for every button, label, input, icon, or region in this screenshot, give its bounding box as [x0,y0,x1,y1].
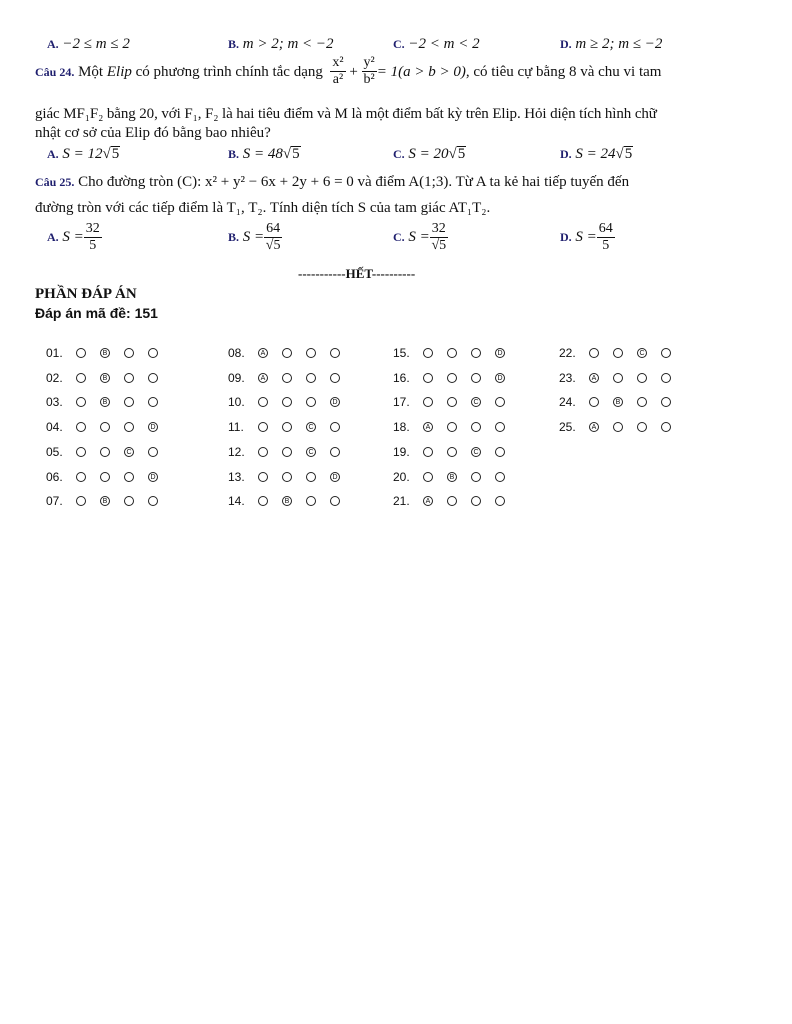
answer-bubble [124,422,134,432]
answer-bubble: D [495,373,505,383]
answer-number: 14. [228,494,245,509]
q24-line1: Câu 24. Một Elip có phương trình chính tắc dạng $\frac{\text{x²}}{\text{a²}}$ + $\frac{\text{y²}}{\text{b²}}$ = 1(a > b > 0) , có tiêu cự bằng 8 và chu vi tam [35,55,662,87]
answer-bubble: B [447,472,457,482]
answer-bubble [589,397,599,407]
answer-bubble [330,447,340,457]
answer-bubble [124,397,134,407]
answer-bubble [76,348,86,358]
answer-bubble [76,373,86,383]
answer-bubble [447,447,457,457]
fraction-x: $\frac{\text{x²}}{\text{a²}}$ [332,55,344,87]
answer-row [46,470,158,484]
answer-bubble [282,348,292,358]
answer-bubble: A [258,373,268,383]
s-eq: S = [62,229,84,245]
answer-row [393,470,505,484]
answer-row [559,395,671,409]
answer-bubble [258,422,268,432]
answer-bubble [258,496,268,506]
answer-number: 05. [46,444,63,459]
answer-number: 18. [393,420,410,435]
answer-bubble: C [471,397,481,407]
question-label: Câu 24. [35,64,75,79]
option-text: S = 48 [242,146,283,162]
answer-number: 15. [393,346,410,360]
option-letter: D. [560,37,572,51]
option-text: S = 12 [62,146,103,162]
radicand: 5 [624,146,633,162]
answer-row [393,395,505,409]
answer-bubble: C [306,447,316,457]
answer-bubble: A [423,496,433,506]
q25-option-b [228,222,282,253]
answer-bubble [76,496,86,506]
answer-bubble: D [330,397,340,407]
answer-bubble [423,397,433,407]
answer-number: 22. [559,346,576,360]
code-title: Đáp án mã đề: 151 [35,305,158,321]
answer-bubble [661,348,671,358]
answer-bubble [330,348,340,358]
option-text: m ≥ 2; m ≤ −2 [575,36,663,52]
answer-bubble [124,472,134,482]
answer-bubble [495,422,505,432]
option-letter: B. [228,147,240,161]
answer-bubble [100,447,110,457]
answer-bubble: A [589,373,599,383]
answer-bubble: B [282,496,292,506]
answer-bubble: C [637,348,647,358]
answer-number: 09. [228,370,245,385]
q24-text-c: , có tiêu cự bằng 8 và chu vi tam [465,63,662,80]
option-fraction: $\frac{64}{√5}$ [265,221,281,253]
answer-row [559,420,671,434]
answer-bubble [124,373,134,383]
option-text: m > 2; m < −2 [242,36,334,52]
answer-number: 13. [228,469,245,484]
option-letter: B. [228,37,240,51]
answer-bubble [124,348,134,358]
answer-number: 04. [46,420,63,435]
answer-row [393,445,505,459]
q25-option-d [560,222,615,253]
answer-bubble [282,472,292,482]
answer-row [228,470,340,484]
answer-bubble [661,373,671,383]
option-letter: C. [393,147,405,161]
q23-option-d [560,36,662,53]
option-letter: C. [393,230,405,244]
answer-bubble: C [306,422,316,432]
answer-bubble: D [495,348,505,358]
answer-number: 06. [46,469,63,484]
option-letter: B. [228,230,240,244]
answer-number: 01. [46,346,63,360]
answer-bubble [148,373,158,383]
answer-bubble [423,373,433,383]
answer-bubble [447,496,457,506]
answer-bubble [661,422,671,432]
answer-row [393,494,505,508]
answer-bubble [495,496,505,506]
option-text: S = 24 [575,146,616,162]
answer-row [46,494,158,508]
option-fraction: $\frac{32}{√5}$ [431,221,447,253]
answer-row [228,395,340,409]
answer-bubble [613,422,623,432]
q24-option-b: B. S = 48√5 [228,146,300,162]
answer-number: 03. [46,395,63,410]
answer-bubble: C [471,447,481,457]
answer-bubble [148,447,158,457]
option-text: S = 20 [408,146,449,162]
answer-row [559,346,671,360]
answer-bubble [306,397,316,407]
q24-text-b: có phương trình chính tắc dạng [135,63,323,80]
radicand: 5 [292,146,300,162]
answer-bubble: B [100,348,110,358]
answer-number: 12. [228,444,245,459]
q25-option-c [393,222,448,253]
answer-bubble [76,397,86,407]
option-letter: C. [393,37,405,51]
answer-number: 10. [228,395,245,410]
answer-row [393,371,505,385]
answer-row [393,346,505,360]
answer-bubble: A [258,348,268,358]
answer-number: 02. [46,370,63,385]
radicand: 5 [111,146,120,162]
answer-number: 16. [393,370,410,385]
q25-text-line1: Cho đường tròn (C): x² + y² − 6x + 2y + 6 = 0 và điểm A(1;3). Từ A ta kẻ hai tiếp tuyến đến [78,174,630,190]
option-fraction: $\frac{64}{5}$ [598,221,613,253]
answer-bubble [661,397,671,407]
question-label: Câu 25. [35,175,75,189]
answer-bubble [495,472,505,482]
answer-row [228,346,340,360]
answer-number: 24. [559,395,576,410]
option-text: −2 < m < 2 [408,36,480,52]
answer-bubble [100,472,110,482]
s-eq: S = [575,229,597,245]
answer-bubble [495,447,505,457]
answer-row [228,494,340,508]
answer-bubble [423,348,433,358]
answer-bubble [613,348,623,358]
answer-bubble [76,422,86,432]
answer-bubble [330,496,340,506]
answer-row [228,371,340,385]
answer-bubble [589,348,599,358]
option-letter: A. [47,230,59,244]
answer-row [46,371,158,385]
q24-eq-rest: = 1(a > b > 0) [376,63,466,80]
answer-bubble [100,422,110,432]
fraction-y: $\frac{\text{y²}}{\text{b²}}$ [363,55,375,87]
answer-bubble [471,373,481,383]
q24-elip: Elip [106,63,132,80]
answer-bubble [330,373,340,383]
answer-row [228,420,340,434]
answer-row [46,445,158,459]
answer-bubble: A [589,422,599,432]
answer-bubble: D [330,472,340,482]
answer-bubble [282,447,292,457]
answer-number: 17. [393,395,410,410]
answer-bubble [306,373,316,383]
answer-bubble [76,472,86,482]
answer-number: 11. [228,420,244,435]
answer-row [559,371,671,385]
s-eq: S = [242,229,265,245]
answer-row [46,346,158,360]
answer-number: 19. [393,444,410,459]
answer-bubble: D [148,422,158,432]
q24-line2: giác MF₁F₂ bằng 20, với F₁, F₂ là hai tiêu điểm và M là một điểm bất kỳ trên Elip. Hỏi diện tích hình chữ [35,106,657,122]
q25-line1 [35,170,757,194]
answer-row [46,395,158,409]
answer-bubble: C [124,447,134,457]
answer-bubble [282,397,292,407]
q25-option-a [47,222,102,253]
answer-bubble [258,472,268,482]
answer-bubble [495,397,505,407]
answer-bubble: B [100,373,110,383]
answer-bubble: A [423,422,433,432]
option-letter: D. [560,230,572,244]
q24-option-a: A. S = 12√5 [47,146,120,162]
answer-bubble [148,348,158,358]
answer-bubble [330,422,340,432]
answer-bubble [637,422,647,432]
answer-bubble [306,496,316,506]
q23-option-a [47,36,130,53]
answer-number: 20. [393,469,410,484]
option-letter: A. [47,37,59,51]
option-fraction: $\frac{32}{5}$ [85,221,100,253]
answer-bubble [471,422,481,432]
answer-bubble [282,422,292,432]
q24-text-a: Một [78,63,104,80]
q24-line3: nhật cơ sở của Elip đó bằng bao nhiêu? [35,125,271,141]
answer-number: 07. [46,494,63,509]
q23-option-b [228,36,334,53]
answer-bubble [124,496,134,506]
answer-number: 08. [228,346,245,360]
answer-bubble [447,397,457,407]
radicand: 5 [457,146,466,162]
answer-bubble [471,348,481,358]
answer-bubble [637,373,647,383]
answer-bubble [471,496,481,506]
answer-bubble [148,397,158,407]
q23-option-c [393,36,480,53]
answer-bubble [447,348,457,358]
answer-bubble: B [613,397,623,407]
q24-option-c: C. S = 20√5 [393,146,466,162]
answer-bubble: B [100,496,110,506]
answer-bubble [282,373,292,383]
end-mark: -----------HẾT---------- [298,266,416,281]
answer-bubble [76,447,86,457]
q25-line2: đường tròn với các tiếp điểm là T₁, T₂. Tính diện tích S của tam giác AT₁T₂. [35,200,491,216]
answer-bubble [258,447,268,457]
answers-title: PHẦN ĐÁP ÁN [35,286,137,302]
s-eq: S = [408,229,430,245]
answer-bubble [148,496,158,506]
q24-option-d: D. S = 24√5 [560,146,633,162]
answer-bubble [423,447,433,457]
answer-bubble [471,472,481,482]
answer-bubble [447,373,457,383]
answer-bubble [423,472,433,482]
option-text: −2 ≤ m ≤ 2 [62,36,130,52]
answer-number: 21. [393,494,410,509]
answer-bubble: D [148,472,158,482]
answer-row [46,420,158,434]
answer-bubble [306,348,316,358]
answer-bubble [447,422,457,432]
answer-number: 25. [559,420,576,435]
answer-bubble [613,373,623,383]
answer-bubble [258,397,268,407]
answer-bubble [306,472,316,482]
answer-bubble: B [100,397,110,407]
answer-row [228,445,340,459]
option-letter: A. [47,147,59,161]
answer-number: 23. [559,370,576,385]
answer-bubble [637,397,647,407]
answer-row [393,420,505,434]
option-letter: D. [560,147,572,161]
